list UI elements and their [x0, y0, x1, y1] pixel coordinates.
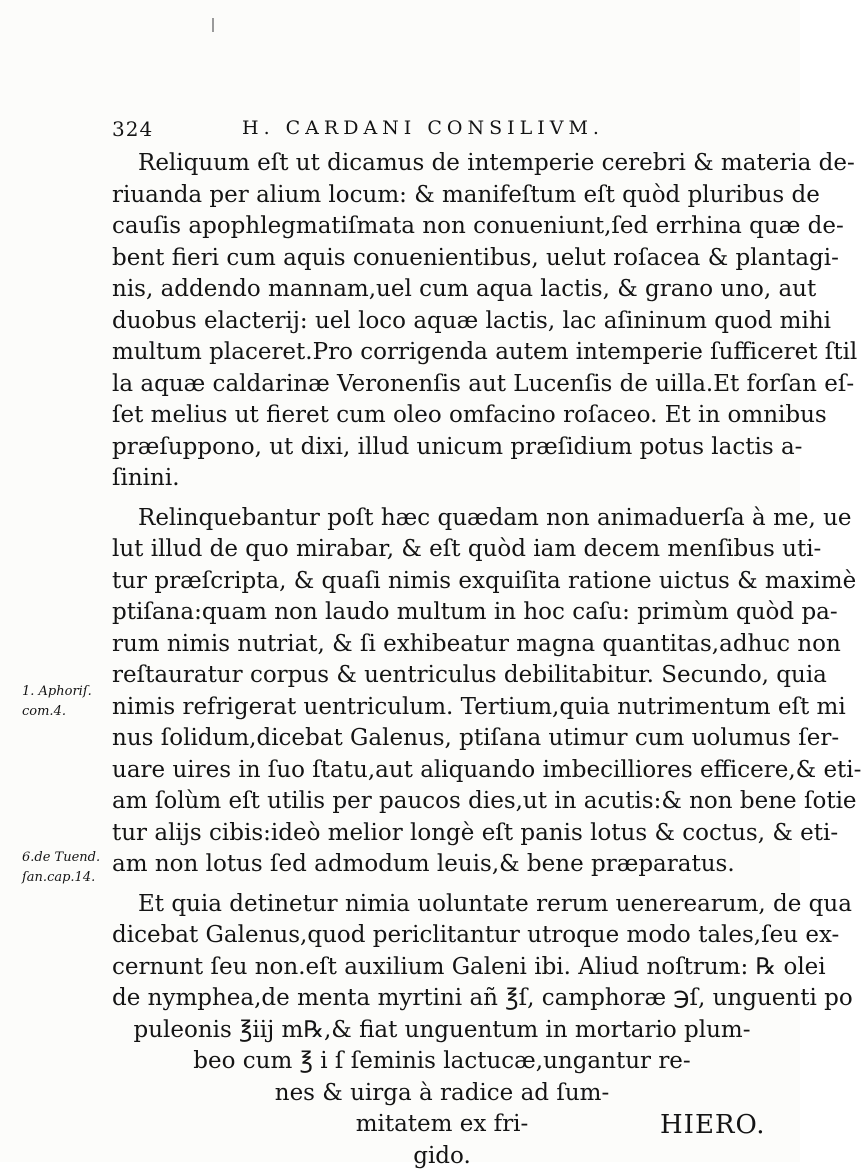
text-line: puleonis ℥iij m℞,& fiat unguentum in mortario plum-	[112, 1015, 772, 1047]
text-line: Relinquebantur poſt hæc quædam non animaduerſa à me, ue	[112, 503, 772, 535]
margin-note-line: ſan.cap.14.	[22, 868, 100, 888]
catchword: HIERO.	[660, 1110, 766, 1140]
text-line: multum placeret.Pro corrigenda autem intemperie ſufficeret ſtil	[112, 337, 772, 369]
margin-note-line: com.4.	[22, 702, 92, 722]
margin-note-line: 6.de Tuend.	[22, 848, 100, 868]
body-text	[112, 148, 772, 1172]
page-number: 324	[112, 117, 153, 141]
text-line: ptiſana:quam non laudo multum in hoc caſu: primùm quòd pa-	[112, 597, 772, 629]
text-line: rum nimis nutriat, & ſi exhibeatur magna quantitas,adhuc non	[112, 629, 772, 661]
text-line: ſinini.	[112, 463, 772, 495]
margin-note	[22, 848, 100, 888]
text-line: cauſis apophlegmatiſmata non conueniunt,ſed errhina quæ de-	[112, 211, 772, 243]
text-line: nimis refrigerat uentriculum. Tertium,quia nutrimentum eſt mi	[112, 692, 772, 724]
text-line: am ſolùm eſt utilis per paucos dies,ut in acutis:& non bene ſotie	[112, 786, 772, 818]
text-line: mitatem ex fri-	[112, 1109, 772, 1141]
text-line: tur alijs cibis:ideò melior longè eſt panis lotus & coctus, & eti-	[112, 818, 772, 850]
text-line: am non lotus ſed admodum leuis,& bene præparatus.	[112, 849, 772, 881]
text-line: gido.	[112, 1141, 772, 1172]
text-line: præſuppono, ut dixi, illud unicum præſidium potus lactis a-	[112, 432, 772, 464]
text-line: nus ſolidum,dicebat Galenus, ptiſana utimur cum uolumus ſer-	[112, 723, 772, 755]
ink-speck	[212, 18, 214, 32]
running-head	[112, 117, 752, 151]
text-line: dicebat Galenus,quod periclitantur utroque modo tales,ſeu ex-	[112, 920, 772, 952]
text-line: riuanda per alium locum: & manifeſtum eſt quòd pluribus de	[112, 180, 772, 212]
text-line: la aquæ caldarinæ Veronenſis aut Lucenſis de uilla.Et forſan eſ-	[112, 369, 772, 401]
text-line: cernunt ſeu non.eſt auxilium Galeni ibi. Aliud noſtrum: ℞ olei	[112, 952, 772, 984]
text-line: Reliquum eſt ut dicamus de intemperie cerebri & materia de-	[112, 148, 772, 180]
text-line: duobus elacterij: uel loco aquæ lactis, lac aſininum quod mihi	[112, 306, 772, 338]
margin-note-line: 1. Aphoriſ.	[22, 682, 92, 702]
text-line: uare uires in ſuo ſtatu,aut aliquando imbecilliores efficere,& eti-	[112, 755, 772, 787]
paragraph-gap	[112, 881, 772, 889]
text-line: Et quia detinetur nimia uoluntate rerum uenerearum, de qua	[112, 889, 772, 921]
text-line: reſtauratur corpus & uentriculus debilitabitur. Secundo, quia	[112, 660, 772, 692]
text-line: ſet melius ut fieret cum oleo omfacino roſaceo. Et in omnibus	[112, 400, 772, 432]
text-line: lut illud de quo mirabar, & eſt quòd iam decem menſibus uti-	[112, 534, 772, 566]
text-line: nes & uirga à radice ad ſum-	[112, 1078, 772, 1110]
text-line: de nymphea,de menta myrtini añ ℥ſ, camphoræ ℈ſ, unguenti po	[112, 983, 772, 1015]
margin-note	[22, 682, 92, 722]
text-line: bent fieri cum aquis conuenientibus, uelut roſacea & plantagi-	[112, 243, 772, 275]
text-line: tur præſcripta, & quaſi nimis exquiſita ratione uictus & maximè	[112, 566, 772, 598]
text-line: nis, addendo mannam,uel cum aqua lactis, & grano uno, aut	[112, 274, 772, 306]
paragraph-gap	[112, 495, 772, 503]
running-title: H. CARDANI CONSILIVM.	[242, 117, 604, 139]
text-line: beo cum ℥ i ſ ſeminis lactucæ,ungantur re-	[112, 1046, 772, 1078]
